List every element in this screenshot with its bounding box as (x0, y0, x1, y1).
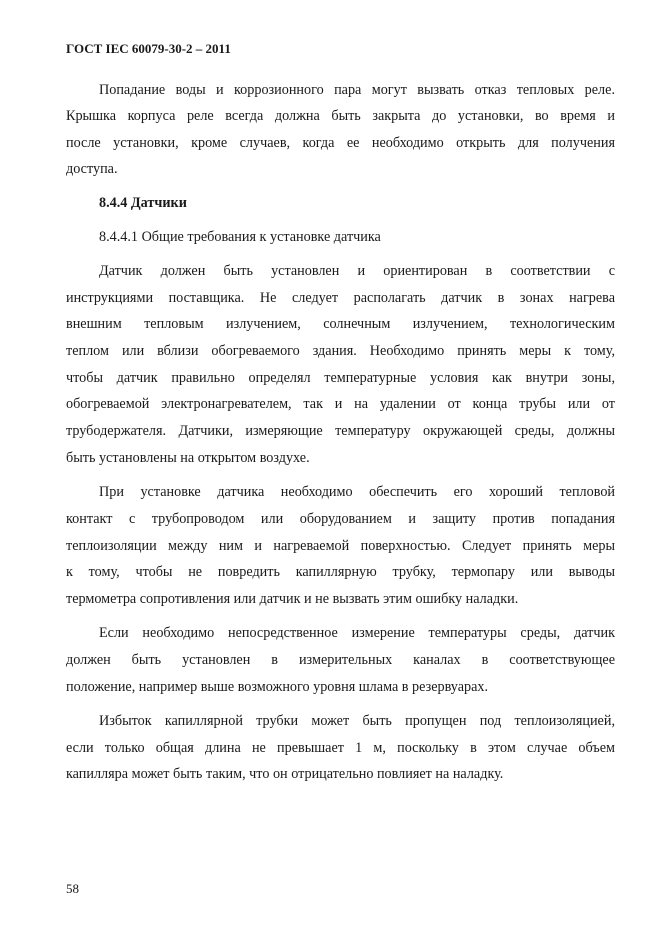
paragraph-line: трубодержателя. Датчики, измеряющие температуру окружающей среды, должны (66, 423, 615, 439)
section-heading: 8.4.4 Датчики (99, 195, 187, 211)
paragraph-line: теплоизоляции между ним и нагреваемой поверхностью. Следует принять меры (66, 538, 615, 554)
paragraph-line: инструкциями поставщика. Не следует располагать датчик в зонах нагрева (66, 290, 615, 306)
paragraph-line: к тому, чтобы не повредить капиллярную трубку, термопару или выводы (66, 564, 615, 580)
subsection-heading: 8.4.4.1 Общие требования к установке датчика (99, 229, 381, 245)
paragraph-line: если только общая длина не превышает 1 м, поскольку в этом случае объем (66, 740, 615, 756)
paragraph-line: капилляра может быть таким, что он отрицательно повлияет на наладку. (66, 766, 504, 782)
paragraph-line: быть установлены на открытом воздухе. (66, 450, 310, 466)
paragraph-line: обогреваемой электронагревателем, так и на удалении от конца трубы или от (66, 396, 615, 412)
paragraph-line: Если необходимо непосредственное измерение температуры среды, датчик (99, 625, 615, 641)
paragraph-line: контакт с трубопроводом или оборудованием и защиту против попадания (66, 511, 615, 527)
paragraph-line: теплом или вблизи обогреваемого здания. Необходимо принять меры к тому, (66, 343, 615, 359)
paragraph-line: Попадание воды и коррозионного пара могут вызвать отказ тепловых реле. (99, 82, 615, 98)
paragraph-line: термометра сопротивления или датчик и не вызвать этим ошибку наладки. (66, 591, 519, 607)
paragraph-line: внешним тепловым излучением, солнечным излучением, технологическим (66, 316, 615, 332)
paragraph-line: положение, например выше возможного уровня шлама в резервуарах. (66, 679, 489, 695)
paragraph-line: доступа. (66, 161, 118, 177)
paragraph-line: должен быть установлен в измерительных каналах в соответствующее (66, 652, 615, 668)
paragraph-line: При установке датчика необходимо обеспечить его хороший тепловой (99, 484, 615, 500)
page-number: 58 (66, 881, 79, 896)
paragraph-line: чтобы датчик правильно определял температурные условия как внутри зоны, (66, 370, 615, 386)
paragraph-line: Избыток капиллярной трубки может быть пропущен под теплоизоляцией, (99, 713, 615, 729)
paragraph-line: Крышка корпуса реле всегда должна быть закрыта до установки, во время и (66, 108, 615, 124)
standard-header: ГОСТ IEC 60079-30-2 – 2011 (66, 41, 231, 56)
paragraph-line: после установки, кроме случаев, когда ее необходимо открыть для получения (66, 135, 615, 151)
paragraph-line: Датчик должен быть установлен и ориентирован в соответствии с (99, 263, 615, 279)
